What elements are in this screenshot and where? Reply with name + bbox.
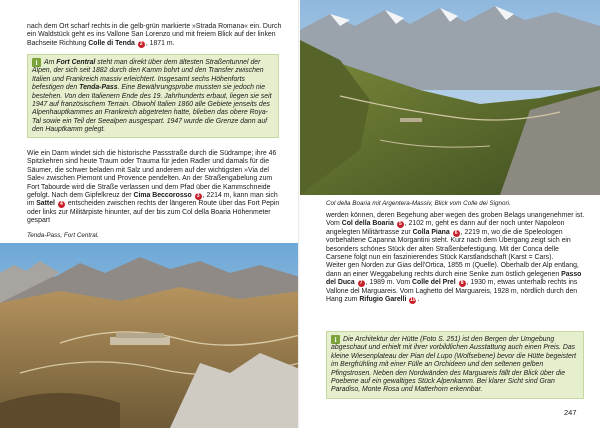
- waypoint-marker: 10: [410, 297, 416, 304]
- waypoint-marker: 6: [453, 230, 460, 237]
- place-passo-del-duca: Passo del Duca: [326, 270, 582, 287]
- info-icon: i: [32, 58, 41, 67]
- text-run: Weiter gen Norden zur Gias dell'Ortica, 1855 m (Quelle). Oberhalb der Alp entlang, dann an einer Weggabelung rechts durch eine Senke zum östlich gelegenen: [326, 262, 579, 278]
- place-colle-del-prel: Colle del Prel: [412, 279, 456, 287]
- photo-tenda-pass: [0, 243, 300, 428]
- text-run: Am: [44, 59, 55, 66]
- place-col-della-boaria: Col della Boaria: [341, 220, 394, 228]
- photo-col-della-boaria: [300, 0, 600, 195]
- term-tenda-pass: Tenda-Pass: [79, 84, 118, 92]
- text-run: entscheiden zwischen rechts der längeren Route über das Fort Pepin oder links zur Militärpiste hinunter, auf der bis zum Col della Boaria Höhenmeter gespart: [27, 200, 280, 225]
- info-box-text: [331, 335, 579, 395]
- paragraph-continuation: [326, 212, 586, 304]
- right-page: [300, 0, 600, 428]
- info-box-architecture: [326, 331, 584, 399]
- waypoint-marker: 2: [138, 41, 145, 48]
- place-cima-beccorosso: Cima Beccorosso: [133, 192, 192, 200]
- text-run: nach dem Ort scharf rechts in die gelb-grün markierte »Strada Romana« ein. Durch ein Waldstück geht es ins Vallone San Lorenzo und mit freiem Blick auf der linken Bachseite Richtung: [27, 23, 282, 47]
- info-box-text: [32, 58, 274, 135]
- text-run: . Eine Bewährungsprobe mussten sie jedoch nie bestehen. Von den Italienern Ende des 19. Jahrhunderts erbaut, liegen sie seit 1947 auf französischem Terrain. Obwohl Italien 1860 alle Gebiete jenseits des Alpenhauptkammes an Frankreich abgetreten hatte, blieben das obere Roya-Tal sowie ein Teil der Seealpen ausgespart. 1947 wurde die Grenze dann auf den Hauptkamm gelegt.: [32, 84, 272, 134]
- waypoint-marker: 7: [358, 280, 365, 287]
- place-sattel: Sattel: [36, 200, 55, 208]
- text-run: , 1989 m. Vom: [365, 279, 411, 287]
- place-colle-di-tenda: Colle di Tenda: [88, 39, 135, 47]
- text-run: , 1871 m.: [145, 39, 175, 47]
- waypoint-marker: 5: [397, 221, 404, 228]
- waypoint-marker: 4: [58, 201, 65, 208]
- text-run: , 2214 m, kann man sich im: [27, 192, 278, 208]
- place-rifugio-garelli: Rifugio Garelli: [359, 296, 407, 304]
- text-run: , 2102 m, geht es dann auf der noch unter Napoleon angelegten Militärtrasse zur: [326, 220, 565, 236]
- text-run: , 2219 m, wo die die Speleologen vorbehaltene Capanna Morgantini steht. Kurz nach dem Übergang zeigt sich ein besonders schönes Stück der alten Straßenbefestigung. Mit der Conca delle Carsene folgt nun ein faszinierendes Stück Karstlandschaft (Karst = Cars).: [326, 228, 571, 262]
- info-icon: i: [331, 335, 340, 344]
- waypoint-marker: 3: [195, 193, 202, 200]
- text-run: , 1930 m, etwas unterhalb rechts ins Vallone del Marguareis. Vom Laghetto del Marguareis, 1928 m, nördlich durch den Hang zum: [326, 279, 578, 304]
- photo-caption-left: Tenda-Pass, Fort Central.: [27, 232, 99, 239]
- text-run: steht man direkt über dem ältesten Straßentunnel der Alpen, der sich seit 1882 durch den Kamm bohrt und den Transfer zwischen Italien und Frankreich massiv erleichtert. Insgesamt sechs Höhenforts befestigen den: [32, 59, 264, 92]
- text-run: werden können, deren Begehung aber wegen des groben Belags unangenehmer ist.: [326, 212, 585, 219]
- text-run: .: [417, 296, 420, 304]
- paragraph-intro: [27, 23, 282, 48]
- paragraph-route: [27, 150, 282, 226]
- info-box: [27, 54, 279, 138]
- term-fort-central: Fort Central: [56, 59, 96, 66]
- text-run: Wie ein Darm windet sich die historische Passstraße durch die Südrampe; ihre 46 Spitzkehren sind heute Traum oder Trauma für jeden Radler und damals für die Säumer, die schwer beladen mit Salz und anderem auf der wichtigsten »Via del Sale« zwischen Piemont und Provence pendelten. An der Straßengabelung zum Fort Tabourde wird die Straße verlassen und dem Pfad über die Kammschneide gefolgt. Nach dem Gipfelkreuz der: [27, 150, 277, 200]
- place-colla-piana: Colla Piana: [412, 228, 450, 236]
- page-number: 247: [564, 408, 577, 417]
- photo-caption-right: Col della Boaria mit Argentera-Massiv, Blick vom Colle dei Signori.: [326, 200, 511, 207]
- text-run: Vom: [326, 220, 340, 228]
- text-run: Die Architektur der Hütte (Foto S. 251) ist den Bergen der Umgebung abgeschaut und erhielt mit ihrer vorbildlichen Ausstattung auch einen Preis. Das kleine Wiesenplateau der Pian del Lupo (Wolfsebene) bevor die Hütte begeistert im Bergfrühling mit einer Fülle an Orchideen und den seltenen gelben Pfingstrosen. Neben den Nordwänden des Marguareis fällt der Blick über die Poebene auf ein gewaltiges Stück Alpenkamm. Bei klarer Sicht sind Gran Paradiso, Monte Rosa und Matterhorn erkennbar.: [331, 336, 577, 394]
- waypoint-marker: 8: [459, 280, 466, 287]
